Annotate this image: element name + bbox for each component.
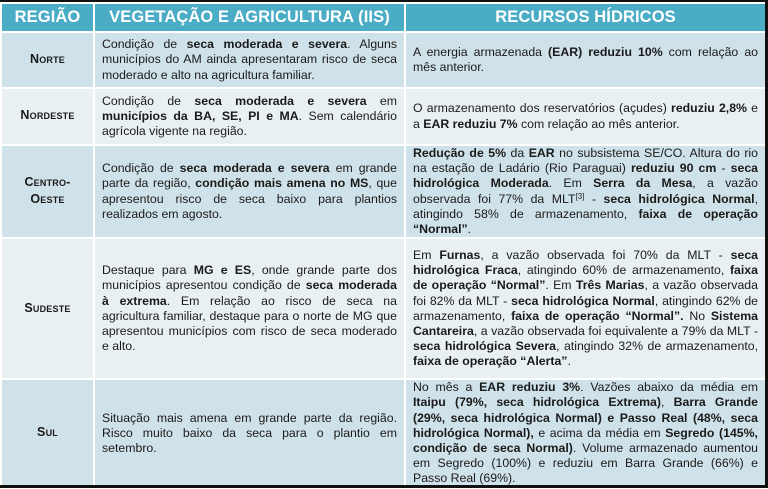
text-run: . Alguns municípios do AM ainda apresentaram risco de seca moderado e alto na agricultura familiar. [102, 37, 397, 82]
water-cell [405, 379, 766, 487]
region-label: Sudeste [24, 300, 71, 315]
bold-text-run: seca moderada e severa [179, 161, 330, 176]
header-vegetation: VEGETAÇÃO E AGRICULTURA (IIS) [94, 3, 405, 32]
text-run: Em [413, 247, 440, 262]
bold-text-run: Barra Grande (29%, seca hidrológica Normal) e Passo Real (48%, seca hidrológica Normal), [413, 395, 758, 440]
bold-text-run: MG e ES [193, 263, 252, 278]
bold-text-run: condição mais amena no MS [195, 176, 369, 191]
water-cell [405, 88, 766, 145]
region-cell [1, 379, 94, 487]
text-run: - [716, 161, 731, 176]
text-run: Destaque para [102, 263, 194, 278]
text-run: . Em relação ao risco de seca na agricultura familiar, destaque para o norte de MG que apresentou municípios com risco de seca moderado e alto. [102, 293, 397, 354]
bold-text-run: Furnas [439, 247, 481, 262]
bold-text-run: faixa de operação “Normal” [413, 263, 758, 293]
bold-text-run: Serra da Mesa [593, 176, 693, 191]
text-run: . Em [545, 278, 576, 293]
text-run: . Em [548, 176, 594, 191]
bold-text-run: EAR reduziu 7% [423, 116, 518, 131]
water-cell [405, 145, 766, 238]
text-run: , atingindo 32% de armazenamento, [556, 339, 758, 354]
vegetation-cell [94, 32, 405, 88]
bold-text-run: seca hidrológica Normal [603, 191, 755, 206]
text-run: , a vazão observada foi equivalente a 79% da MLT - [473, 323, 758, 338]
bold-text-run: EAR [528, 146, 555, 160]
bold-text-run: reduziu 90 cm [630, 161, 717, 176]
bold-text-run: Redução de 5% [413, 146, 507, 160]
text-run: em grande parte da região, [102, 161, 397, 191]
bold-text-run: reduziu 2,8% [671, 101, 747, 116]
text-run: , atingindo 60% de armazenamento, [517, 263, 730, 278]
vegetation-cell [94, 145, 405, 238]
region-label: Nordeste [20, 108, 75, 123]
text-run: , [660, 395, 674, 410]
bold-text-run: seca moderada à extrema [102, 278, 397, 308]
region-cell [1, 32, 94, 88]
text-run: No mês a [413, 380, 480, 395]
table-row-sudeste [1, 238, 766, 379]
footnote-ref: [3] [575, 191, 585, 201]
table-row-nordeste [1, 88, 766, 145]
region-label: Norte [29, 51, 66, 66]
vegetation-cell [94, 379, 405, 487]
region-cell [1, 238, 94, 379]
text-run: com relação ao mês anterior. [517, 116, 680, 131]
text-run: . Sem calendário agrícola vigente na região. [102, 108, 397, 139]
table-row-norte [1, 32, 766, 88]
text-run: da [506, 146, 529, 160]
bold-text-run: seca moderada e severa [194, 93, 367, 108]
bold-text-run: Três Marias [575, 278, 645, 293]
text-run: . Vazões abaixo da média em [580, 380, 758, 395]
header-region: REGIÃO [1, 3, 94, 32]
text-run: , atingindo 58% de armazenamento, [413, 191, 758, 221]
text-run: - [584, 191, 604, 206]
bold-text-run: faixa de operação “Normal”. [511, 308, 684, 323]
bold-text-run: Itaipu (79%, seca hidrológica Extrema) [413, 395, 661, 410]
text-run: e a [413, 101, 758, 131]
region-label: Sul [37, 425, 58, 440]
bold-text-run: (EAR) reduziu 10% [548, 44, 663, 59]
header-water: RECURSOS HÍDRICOS [405, 3, 766, 32]
bold-text-run: seca hidrológica Fraca [413, 247, 758, 278]
table-header-row [1, 3, 766, 32]
vegetation-cell [94, 238, 405, 379]
text-run: O armazenamento dos reservatórios (açudes) [413, 101, 672, 116]
table-row-sul [1, 379, 766, 487]
bold-text-run: faixa de operação “Alerta” [413, 354, 568, 369]
bold-text-run: Segredo (145%, condição de seca Normal) [413, 425, 758, 456]
text-run: no subsistema SE/CO. Altura do rio na estação de Ladário (Rio Paraguai) [413, 146, 758, 176]
text-run: No [683, 308, 711, 323]
text-run: , a vazão observada foi 70% da MLT - [480, 247, 731, 262]
text-run: e acima da média em [533, 425, 666, 440]
text-run: , que apresentou risco de seca baixo para plantios realizados em agosto. [102, 176, 397, 221]
bold-text-run: seca hidrológica Severa [413, 339, 557, 354]
text-run: Condição de [102, 93, 195, 108]
text-run: em [366, 93, 398, 108]
region-cell [1, 145, 94, 238]
text-run: A energia armazenada [413, 44, 549, 59]
bold-text-run: seca hidrológica Normal [511, 293, 655, 308]
text-run: . [467, 222, 472, 237]
water-cell [405, 32, 766, 88]
text-run: . [567, 354, 571, 369]
bold-text-run: municípios da BA, SE, PI e MA [102, 108, 299, 123]
bold-text-run: seca hidrológica Moderada [413, 161, 758, 191]
text-run: , atingindo 62% de armazenamento, [413, 293, 758, 323]
water-cell [405, 238, 766, 379]
drought-summary-table [0, 2, 767, 489]
text-run: , onde grande parte dos municípios apresentou condição de [102, 263, 397, 293]
text-run: com relação ao mês anterior. [413, 44, 758, 74]
bold-text-run: faixa de operação “Normal” [413, 206, 758, 237]
text-run: Condição de [102, 37, 187, 52]
bold-text-run: Sistema Cantareira [413, 308, 758, 338]
text-run: . Volume armazenado aumentou em Segredo (100%) e reduziu em Barra Grande (66%) e Passo Real (69%). [413, 441, 758, 486]
text-run: , a vazão observada foi 82% da MLT - [413, 278, 758, 308]
region-cell [1, 88, 94, 145]
text-run: Condição de [102, 161, 180, 176]
bold-text-run: EAR reduziu 3% [479, 380, 581, 395]
text-run: , a vazão observada foi 77% da MLT [413, 176, 758, 206]
region-label: Centro-Oeste [24, 175, 71, 206]
table-row-centro-oeste [1, 145, 766, 238]
bold-text-run: seca moderada e severa [186, 37, 348, 52]
text-run: Situação mais amena em grande parte da região. Risco muito baixo da seca para o plantio em setembro. [102, 410, 397, 456]
vegetation-cell [94, 88, 405, 145]
